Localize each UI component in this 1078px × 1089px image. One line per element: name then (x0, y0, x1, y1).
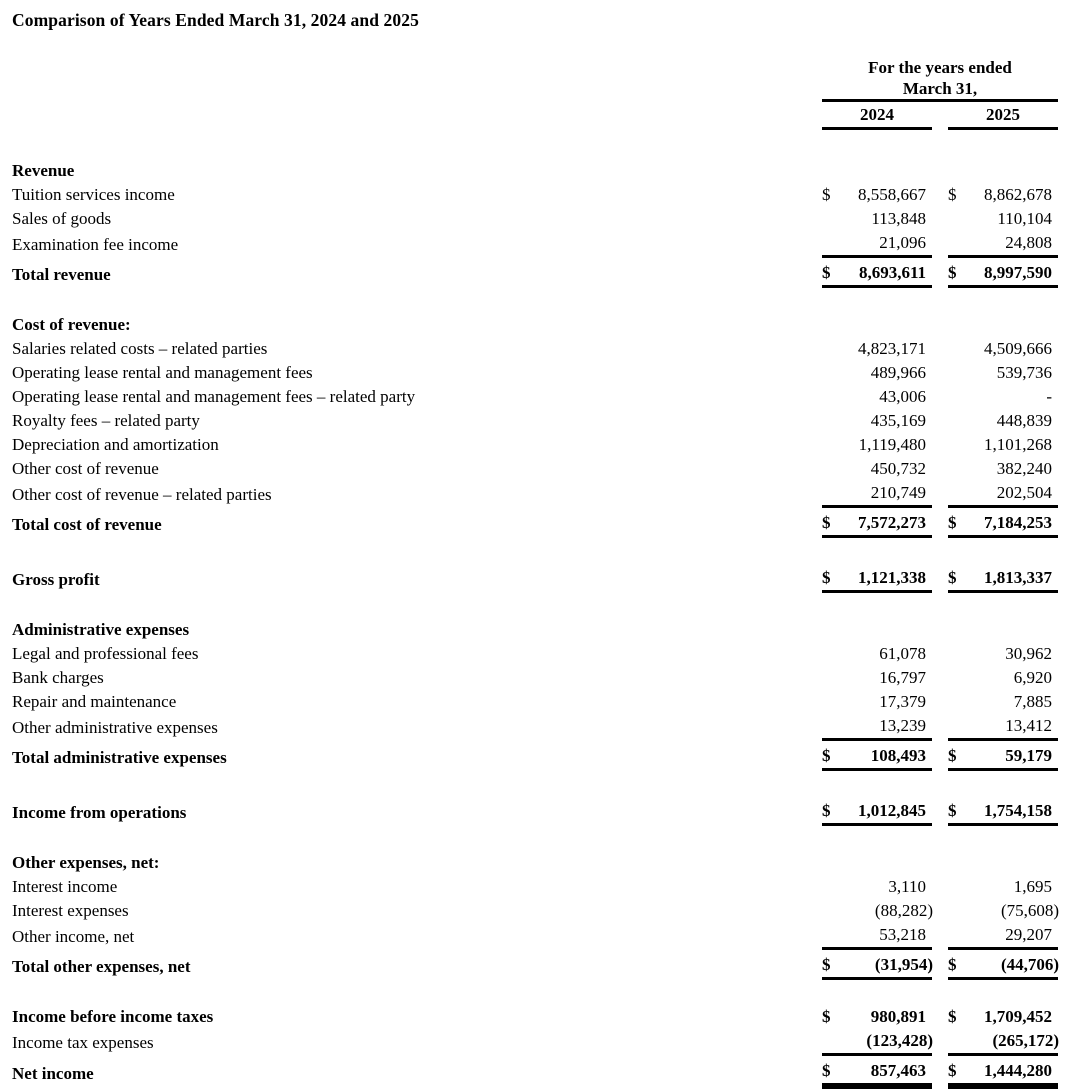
section-spacer (12, 979, 1058, 1006)
row-label: Other administrative expenses (12, 717, 218, 737)
column-gap (932, 714, 948, 740)
table-header-row-span1 (12, 57, 1058, 78)
table-body (12, 129, 1058, 1087)
amount-2025 (970, 618, 1058, 642)
row-label: Gross profit (12, 569, 100, 589)
amount-2025: 382,240 (996, 459, 1053, 478)
currency-symbol-2024: $ (822, 740, 844, 770)
table-row (12, 507, 1058, 537)
amount-2025: 1,695 (1013, 877, 1053, 896)
row-label: Other cost of revenue – related parties (12, 484, 272, 504)
amount-2024: 21,096 (844, 231, 932, 257)
row-label: Sales of goods (12, 209, 112, 228)
column-gap (932, 361, 948, 385)
column-gap (932, 481, 948, 507)
section-spacer (12, 592, 1058, 619)
amount-2024: 4,823,171 (858, 339, 926, 358)
table-row (12, 1055, 1058, 1087)
amount-2024: 61,078 (879, 644, 926, 663)
currency-symbol-2025 (948, 642, 970, 666)
table-row (12, 409, 1058, 433)
currency-symbol-2025 (948, 875, 970, 899)
column-gap (932, 666, 948, 690)
column-gap (932, 457, 948, 481)
amount-2025: 1,709,452 (984, 1007, 1053, 1026)
row-label: Revenue (12, 161, 75, 180)
amount-2025: 30,962 (1005, 644, 1053, 663)
row-label: Net income (12, 1064, 94, 1083)
column-gap (932, 899, 948, 923)
amount-2025 (970, 159, 1058, 183)
negative-amount: (44,706) (1000, 955, 1060, 974)
amount-2025: 7,184,253 (970, 507, 1058, 537)
currency-symbol-2024 (822, 642, 844, 666)
currency-symbol-2024 (822, 231, 844, 257)
currency-symbol-2025 (948, 313, 970, 337)
table-row (12, 457, 1058, 481)
currency-symbol-2025 (948, 433, 970, 457)
column-gap (932, 433, 948, 457)
negative-amount: (265,172) (992, 1031, 1060, 1050)
currency-symbol-2025: $ (948, 740, 970, 770)
currency-symbol-2024 (822, 457, 844, 481)
currency-symbol-2024 (822, 923, 844, 949)
amount-2025: 4,509,666 (984, 339, 1053, 358)
row-label: Income tax expenses (12, 1032, 154, 1052)
negative-amount: (88,282) (874, 901, 933, 920)
income-statement-table (12, 57, 1058, 1089)
row-label: Operating lease rental and management fees (12, 363, 313, 382)
table-row (12, 313, 1058, 337)
row-label: Other income, net (12, 926, 135, 946)
currency-symbol-2025 (948, 159, 970, 183)
amount-2024: 1,119,480 (858, 435, 926, 454)
currency-symbol-2024: $ (822, 949, 844, 979)
amount-2025: 8,997,590 (970, 257, 1058, 287)
years-ended-heading: For the years ended (868, 58, 1012, 77)
currency-symbol-2024 (822, 409, 844, 433)
table-row (12, 666, 1058, 690)
negative-amount: (31,954) (874, 955, 933, 974)
currency-symbol-2025 (948, 851, 970, 875)
section-spacer (12, 770, 1058, 797)
amount-2025: 7,885 (1013, 692, 1053, 711)
row-label: Income from operations (12, 802, 187, 822)
column-gap (932, 690, 948, 714)
amount-2025: 1,813,337 (970, 563, 1058, 592)
amount-2025: 110,104 (997, 209, 1053, 228)
column-gap (932, 231, 948, 257)
currency-symbol-2025 (948, 231, 970, 257)
currency-symbol-2025: $ (948, 796, 970, 825)
amount-2025: 59,179 (970, 740, 1058, 770)
amount-2025: 13,412 (970, 714, 1058, 740)
section-spacer (12, 537, 1058, 564)
table-row (12, 899, 1058, 923)
currency-symbol-2024: $ (822, 257, 844, 287)
column-gap (932, 385, 948, 409)
amount-2025: 1,754,158 (970, 796, 1058, 825)
currency-symbol-2025: $ (948, 185, 957, 204)
amount-2025: 8,862,678 (984, 185, 1053, 204)
table-row (12, 923, 1058, 949)
currency-symbol-2025 (948, 618, 970, 642)
amount-2024: 43,006 (879, 387, 926, 406)
column-gap (932, 923, 948, 949)
section-spacer (12, 825, 1058, 852)
table-row (12, 231, 1058, 257)
table-row (12, 337, 1058, 361)
page-title: Comparison of Years Ended March 31, 2024 and 2025 (12, 10, 419, 30)
amount-2024: 1,121,338 (844, 563, 932, 592)
row-label: Examination fee income (12, 234, 179, 254)
currency-symbol-2024: $ (822, 185, 831, 204)
currency-symbol-2025 (948, 385, 970, 409)
amount-2024 (844, 1029, 932, 1055)
currency-symbol-2025: $ (948, 1007, 957, 1026)
currency-symbol-2025 (948, 337, 970, 361)
currency-symbol-2024: $ (822, 796, 844, 825)
negative-amount: (75,608) (1000, 901, 1060, 920)
row-label: Tuition services income (12, 185, 175, 204)
currency-symbol-2025 (948, 481, 970, 507)
amount-2024 (844, 618, 932, 642)
column-gap (932, 796, 948, 825)
currency-symbol-2024 (822, 207, 844, 231)
currency-symbol-2025: $ (948, 257, 970, 287)
amount-2025: 24,808 (970, 231, 1058, 257)
row-label: Operating lease rental and management fees – related party (12, 387, 416, 406)
currency-symbol-2025 (948, 899, 970, 923)
amount-2025 (970, 851, 1058, 875)
currency-symbol-2025 (948, 1029, 970, 1055)
column-gap (932, 851, 948, 875)
amount-2025: 1,444,280 (970, 1055, 1058, 1087)
table-row (12, 796, 1058, 825)
amount-2024: 450,732 (870, 459, 926, 478)
row-label: Interest expenses (12, 901, 129, 920)
currency-symbol-2025: $ (948, 563, 970, 592)
row-label: Legal and professional fees (12, 644, 199, 663)
currency-symbol-2025 (948, 666, 970, 690)
table-header-row-years (12, 101, 1058, 129)
amount-2024 (844, 949, 932, 979)
currency-symbol-2024 (822, 1029, 844, 1055)
section-spacer (12, 287, 1058, 314)
currency-symbol-2024 (822, 851, 844, 875)
table-row (12, 207, 1058, 231)
table-row (12, 618, 1058, 642)
currency-symbol-2024: $ (822, 1055, 844, 1087)
negative-amount: (123,428) (866, 1031, 933, 1050)
column-gap (932, 409, 948, 433)
currency-symbol-2024 (822, 666, 844, 690)
row-label: Total revenue (12, 264, 111, 284)
table-row (12, 1005, 1058, 1029)
column-header-2024: 2024 (822, 101, 932, 129)
row-label: Interest income (12, 877, 118, 896)
column-gap (932, 1005, 948, 1029)
currency-symbol-2024 (822, 433, 844, 457)
currency-symbol-2025: $ (948, 507, 970, 537)
amount-2025 (970, 313, 1058, 337)
currency-symbol-2024 (822, 899, 844, 923)
table-row (12, 257, 1058, 287)
row-label: Income before income taxes (12, 1007, 214, 1026)
column-gap (932, 101, 948, 129)
row-label: Cost of revenue: (12, 315, 131, 334)
amount-2025: - (1046, 387, 1053, 406)
amount-2024: 489,966 (870, 363, 926, 382)
currency-symbol-2024 (822, 481, 844, 507)
column-header-2025: 2025 (948, 101, 1058, 129)
currency-symbol-2025: $ (948, 949, 970, 979)
column-gap (932, 618, 948, 642)
table-row (12, 385, 1058, 409)
column-gap (932, 642, 948, 666)
amount-2024: 108,493 (844, 740, 932, 770)
currency-symbol-2024 (822, 159, 844, 183)
amount-2024 (844, 313, 932, 337)
amount-2024: 7,572,273 (844, 507, 932, 537)
column-gap (932, 257, 948, 287)
amount-2025 (970, 899, 1058, 923)
currency-symbol-2024 (822, 618, 844, 642)
currency-symbol-2025: $ (948, 1055, 970, 1087)
amount-2025: 448,839 (996, 411, 1053, 430)
table-row (12, 949, 1058, 979)
currency-symbol-2025 (948, 690, 970, 714)
table-row (12, 642, 1058, 666)
amount-2024: 210,749 (844, 481, 932, 507)
table-row (12, 851, 1058, 875)
currency-symbol-2024: $ (822, 563, 844, 592)
row-label: Depreciation and amortization (12, 435, 219, 454)
amount-2024 (844, 899, 932, 923)
amount-2025: 29,207 (970, 923, 1058, 949)
currency-symbol-2024 (822, 690, 844, 714)
amount-2025: 6,920 (1013, 668, 1053, 687)
amount-2024: 16,797 (879, 668, 926, 687)
amount-2024 (844, 159, 932, 183)
march-31-heading: March 31, (822, 78, 1058, 101)
table-row (12, 563, 1058, 592)
column-gap (932, 1029, 948, 1055)
currency-symbol-2025 (948, 207, 970, 231)
currency-symbol-2025 (948, 409, 970, 433)
amount-2025: 539,736 (996, 363, 1053, 382)
table-row (12, 159, 1058, 183)
column-gap (932, 159, 948, 183)
currency-symbol-2024 (822, 714, 844, 740)
amount-2024: 8,558,667 (858, 185, 926, 204)
column-gap (932, 740, 948, 770)
column-gap (932, 507, 948, 537)
currency-symbol-2024: $ (822, 507, 844, 537)
currency-symbol-2024 (822, 875, 844, 899)
column-gap (932, 207, 948, 231)
currency-symbol-2024: $ (822, 1007, 831, 1026)
amount-2025: 1,101,268 (984, 435, 1053, 454)
column-gap (932, 875, 948, 899)
currency-symbol-2024 (822, 337, 844, 361)
table-row (12, 714, 1058, 740)
row-label: Repair and maintenance (12, 692, 177, 711)
section-spacer (12, 129, 1058, 160)
currency-symbol-2024 (822, 361, 844, 385)
amount-2024: 1,012,845 (844, 796, 932, 825)
table-row (12, 361, 1058, 385)
amount-2024: 3,110 (888, 877, 926, 896)
table-row (12, 740, 1058, 770)
currency-symbol-2024 (822, 313, 844, 337)
column-gap (932, 313, 948, 337)
column-gap (932, 563, 948, 592)
amount-2024: 980,891 (870, 1007, 926, 1026)
amount-2024: 435,169 (870, 411, 926, 430)
amount-2024: 17,379 (879, 692, 926, 711)
column-gap (932, 1055, 948, 1087)
table-row (12, 481, 1058, 507)
row-label: Bank charges (12, 668, 104, 687)
row-label: Total administrative expenses (12, 747, 227, 767)
currency-symbol-2025 (948, 457, 970, 481)
row-label: Royalty fees – related party (12, 411, 200, 430)
table-row (12, 690, 1058, 714)
row-label: Salaries related costs – related parties (12, 339, 268, 358)
row-label: Total cost of revenue (12, 514, 162, 534)
amount-2025: 202,504 (970, 481, 1058, 507)
amount-2024: 13,239 (844, 714, 932, 740)
row-label: Total other expenses, net (12, 956, 191, 976)
amount-2024 (844, 851, 932, 875)
currency-symbol-2025 (948, 714, 970, 740)
table-row (12, 875, 1058, 899)
amount-2024: 8,693,611 (844, 257, 932, 287)
table-row (12, 183, 1058, 207)
column-gap (932, 183, 948, 207)
currency-symbol-2024 (822, 385, 844, 409)
amount-2025 (970, 949, 1058, 979)
amount-2024: 53,218 (844, 923, 932, 949)
table-header-row-span2 (12, 78, 1058, 101)
table-row (12, 433, 1058, 457)
amount-2024: 113,848 (871, 209, 926, 228)
amount-2024: 857,463 (844, 1055, 932, 1087)
column-gap (932, 337, 948, 361)
currency-symbol-2025 (948, 361, 970, 385)
amount-2025 (970, 1029, 1058, 1055)
column-gap (932, 949, 948, 979)
table-row (12, 1029, 1058, 1055)
row-label: Other expenses, net: (12, 853, 160, 872)
row-label: Administrative expenses (12, 620, 190, 639)
currency-symbol-2025 (948, 923, 970, 949)
row-label: Other cost of revenue (12, 459, 159, 478)
